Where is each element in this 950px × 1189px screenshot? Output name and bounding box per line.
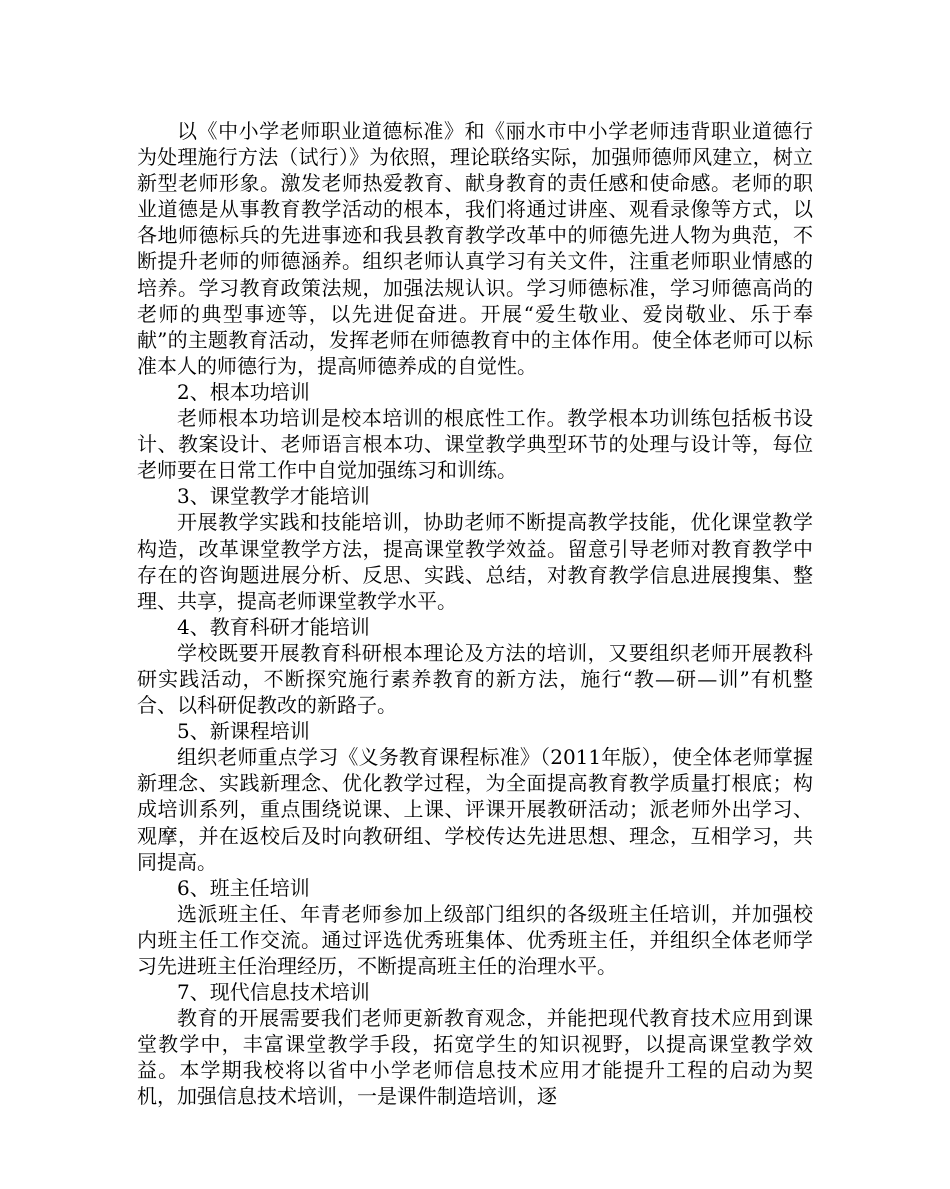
- section-body-classroom-teaching: 开展教学实践和技能培训，协助老师不断提高教学技能，优化课堂教学构造，改革课堂教学方法，提高课堂教学效益。留意引导老师对教育教学中存在的咨询题进展分析、反思、实践、总结，对教育教学信息进展搜集、整理、共享，提高老师课堂教学水平。: [137, 510, 813, 613]
- document-body: [137, 118, 813, 1110]
- section-body-research: 学校既要开展教育科研根本理论及方法的培训，又要组织老师开展教科研实践活动，不断探究施行素养教育的新方法，施行“教—研—训”有机整合、以科研促教改的新路子。: [137, 640, 813, 718]
- section-heading-new-curriculum: 5、新课程培训: [177, 719, 310, 744]
- section-body-it-training: 教育的开展需要我们老师更新教育观念，并能把现代教育技术应用到课堂教学中，丰富课堂教学手段，拓宽学生的知识视野，以提高课堂教学效益。本学期我校将以省中小学老师信息技术应用才能提升工程的启动为契机，加强信息技术培训，一是课件制造培训，逐: [137, 1006, 813, 1109]
- intro-paragraph: 以《中小学老师职业道德标准》和《丽水市中小学老师违背职业道德行为处理施行方法（试行）》为依照，理论联络实际，加强师德师风建立，树立新型老师形象。激发老师热爱教育、献身教育的责任感和使命感。老师的职业道德是从事教育教学活动的根本，我们将通过讲座、观看录像等方式，以各地师德标兵的先进事迹和我县教育教学改革中的师德先进人物为典范，不断提升老师的师德涵养。组织老师认真学习有关文件，注重老师职业情感的培养。学习教育政策法规，加强法规认识。学习师德标准，学习师德高尚的老师的典型事迹等，以先进促奋进。开展“爱生敬业、爱岗敬业、乐于奉献”的主题教育活动，发挥老师在师德教育中的主体作用。使全体老师可以标准本人的师德行为，提高师德养成的自觉性。: [137, 119, 813, 378]
- section-body-new-curriculum: 组织老师重点学习《义务教育课程标准》（2011年版），使全体老师掌握新理念、实践新理念、优化教学过程，为全面提高教育教学质量打根底；构成培训系列，重点围绕说课、上课、评课开展教研活动；派老师外出学习、观摩，并在返校后及时向教研组、学校传达先进思想、理念，互相学习，共同提高。: [137, 745, 813, 874]
- section-heading-basic-skills: 2、根本功培训: [177, 379, 310, 404]
- section-heading-research: 4、教育科研才能培训: [177, 614, 370, 639]
- section-body-basic-skills: 老师根本功培训是校本培训的根底性工作。教学根本功训练包括板书设计、教案设计、老师语言根本功、课堂教学典型环节的处理与设计等，每位老师要在日常工作中自觉加强练习和训练。: [137, 406, 813, 483]
- section-heading-it-training: 7、现代信息技术培训: [177, 980, 370, 1005]
- section-heading-class-teacher: 6、班主任培训: [177, 875, 310, 900]
- section-heading-classroom-teaching: 3、课堂教学才能培训: [177, 484, 370, 509]
- section-body-class-teacher: 选派班主任、年青老师参加上级部门组织的各级班主任培训，并加强校内班主任工作交流。通过评选优秀班集体、优秀班主任，并组织全体老师学习先进班主任治理经历，不断提高班主任的治理水平。: [137, 901, 813, 978]
